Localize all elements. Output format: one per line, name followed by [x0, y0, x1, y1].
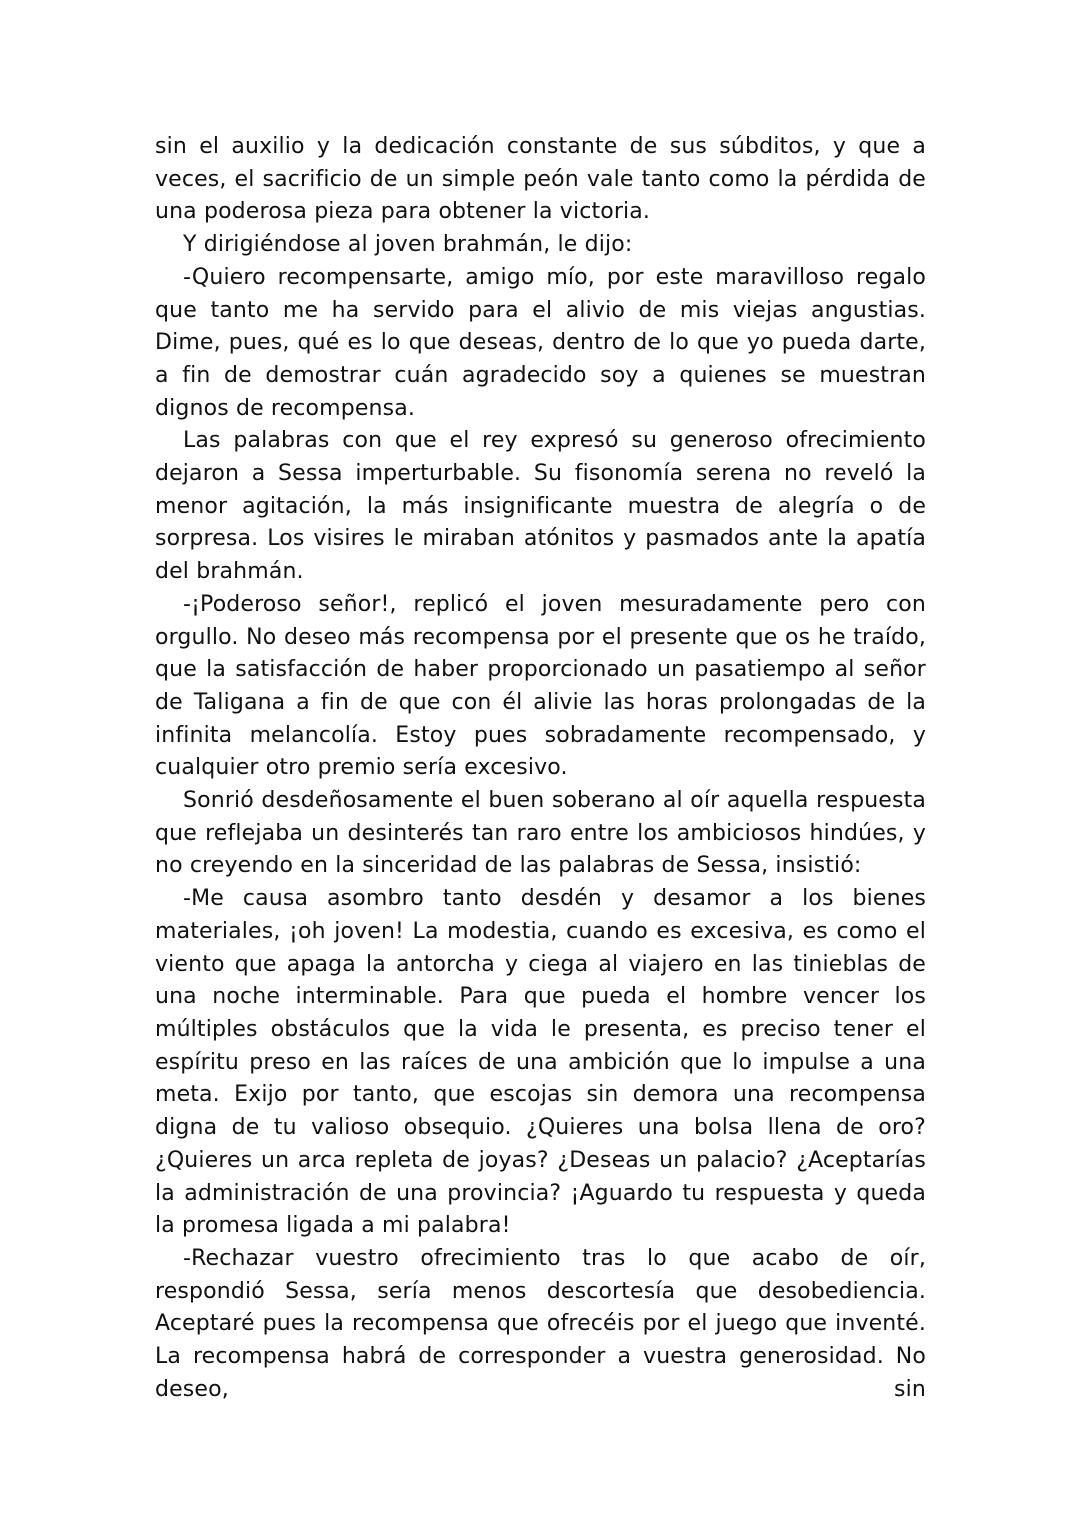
paragraph-3: -Quiero recompensarte, amigo mío, por este maravilloso regalo que tanto me ha servido para el alivio de mis viejas angustias. Dime, pues, qué es lo que deseas, dentro de lo que yo pueda darte, a fin de demostrar cuán agradecido soy a quienes se muestran dignos de recompensa.: [155, 264, 926, 421]
paragraph-2: Y dirigiéndose al joven brahmán, le dijo:: [183, 232, 633, 258]
paragraph-4: Las palabras con que el rey expresó su generoso ofrecimiento dejaron a Sessa imperturbable. Su fisonomía serena no reveló la menor agitación, la más insignificante muestra de alegría o de sorpresa. Los visires le miraban atónitos y pasmados ante la apatía del brahmán.: [155, 428, 926, 585]
paragraph-8: -Rechazar vuestro ofrecimiento tras lo que acabo de oír, respondió Sessa, sería menos descortesía que desobediencia. Aceptaré pues la recompensa que ofrecéis por el juego que inventé. La recompensa habrá de corresponder a vuestra generosidad. No deseo, sin: [155, 1245, 926, 1402]
paragraph-7: -Me causa asombro tanto desdén y desamor a los bienes materiales, ¡oh joven! La modestia, cuando es excesiva, es como el viento que apaga la antorcha y ciega al viajero en las tinieblas de una noche interminable. Para que pueda el hombre vencer los múltiples obstáculos que la vida le presenta, es preciso tener el espíritu preso en las raíces de una ambición que lo impulse a una meta. Exijo por tanto, que escojas sin demora una recompensa digna de tu valioso obsequio. ¿Quieres una bolsa llena de oro? ¿Quieres un arca repleta de joyas? ¿Deseas un palacio? ¿Aceptarías la administración de una provincia? ¡Aguardo tu respuesta y queda la promesa ligada a mi palabra!: [155, 886, 926, 1239]
paragraph-1: sin el auxilio y la dedicación constante de sus súbditos, y que a veces, el sacrificio de un simple peón vale tanto como la pérdida de una poderosa pieza para obtener la victoria.: [155, 134, 926, 225]
page-text-body: [155, 131, 926, 1406]
paragraph-5: -¡Poderoso señor!, replicó el joven mesuradamente pero con orgullo. No deseo más recompensa por el presente que os he traído, que la satisfacción de haber proporcionado un pasatiempo al señor de Taligana a fin de que con él alivie las horas prolongadas de la infinita melancolía. Estoy pues sobradamente recompensado, y cualquier otro premio sería excesivo.: [155, 591, 926, 781]
paragraph-6: Sonrió desdeñosamente el buen soberano al oír aquella respuesta que reflejaba un desinterés tan raro entre los ambiciosos hindúes, y no creyendo en la sinceridad de las palabras de Sessa, insistió:: [155, 788, 926, 879]
